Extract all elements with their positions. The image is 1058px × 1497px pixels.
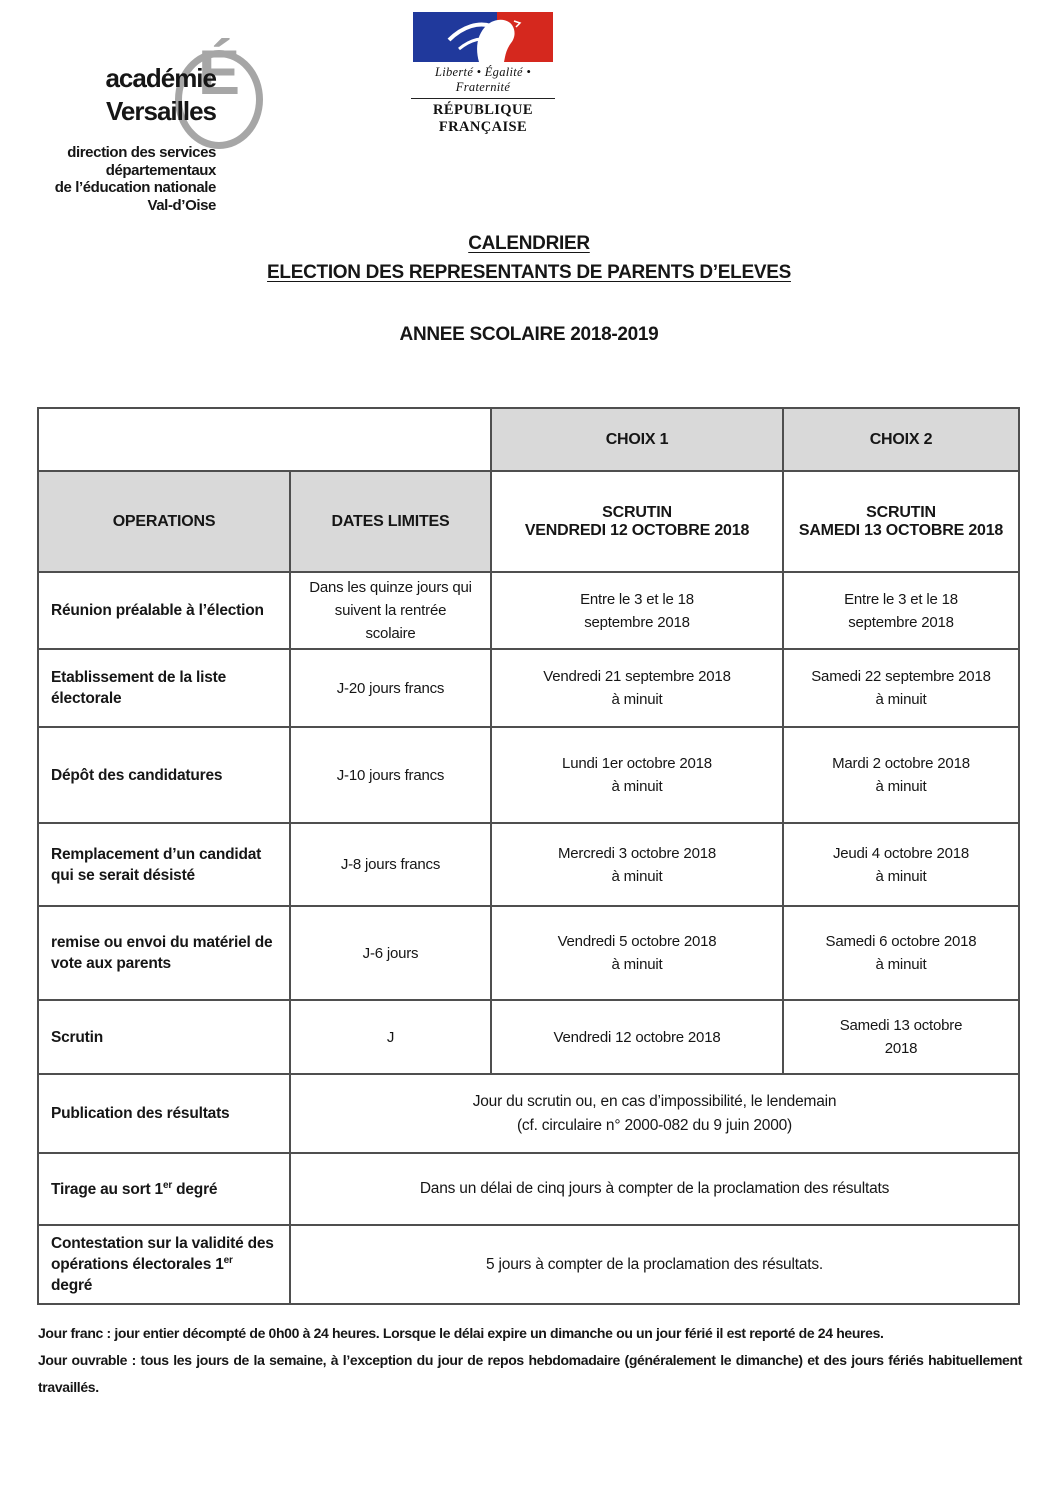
- choix2-cell: Mardi 2 octobre 2018 à minuit: [783, 727, 1019, 823]
- table-row-publication-resultats: [38, 1074, 1019, 1153]
- election-calendar-table: [37, 407, 1020, 1305]
- dates-cell: J-8 jours francs: [290, 823, 491, 906]
- choix1-cell: Vendredi 12 octobre 2018: [491, 1000, 783, 1074]
- operation-text: Contestation sur la validité des opérations électorales 1: [51, 1235, 274, 1273]
- academy-name-line2: Versailles: [106, 96, 216, 126]
- operation-cell: Scrutin: [38, 1000, 290, 1074]
- academy-dept-line: Val-d’Oise: [147, 196, 216, 214]
- republique-francaise-logo: [411, 12, 555, 136]
- choix1-cell: Vendredi 21 septembre 2018 à minuit: [491, 649, 783, 727]
- superscript-er: er: [223, 1254, 233, 1266]
- operation-text: degré: [51, 1277, 93, 1294]
- table-row-remplacement-candidat: [38, 823, 1019, 906]
- academy-dept-line: direction des services: [67, 144, 216, 161]
- operation-cell: Dépôt des candidatures: [38, 727, 290, 823]
- table-row-reunion: [38, 572, 1019, 649]
- table-row-remise-materiel: [38, 906, 1019, 1000]
- title-line2: ELECTION DES REPRESENTANTS DE PARENTS D’ELEVES: [267, 262, 791, 283]
- superscript-er: er: [162, 1179, 173, 1191]
- academy-dept-line: départementaux: [105, 161, 216, 179]
- header-scrutin-choix1: SCRUTIN VENDREDI 12 OCTOBRE 2018: [491, 471, 783, 572]
- choix2-cell: Samedi 13 octobre 2018: [783, 1000, 1019, 1074]
- dates-cell: J-20 jours francs: [290, 649, 491, 727]
- header-choix1: CHOIX 1: [491, 408, 783, 471]
- choix2-cell: Entre le 3 et le 18 septembre 2018: [783, 572, 1019, 649]
- table-row-scrutin: [38, 1000, 1019, 1074]
- table-row-tirage-au-sort: [38, 1153, 1019, 1225]
- republic-motto: Liberté • Égalité • Fraternité: [411, 65, 555, 99]
- operation-text: Tirage au sort 1: [51, 1180, 163, 1198]
- operation-cell: [38, 1153, 290, 1225]
- operation-cell: Publication des résultats: [38, 1074, 290, 1153]
- operation-text: degré: [172, 1180, 218, 1198]
- operation-cell: Réunion préalable à l’élection: [38, 572, 290, 649]
- merged-cell: 5 jours à compter de la proclamation des résultats.: [290, 1225, 1019, 1304]
- republic-name: RÉPUBLIQUE FRANÇAISE: [433, 102, 533, 135]
- academy-name-line1: académie: [105, 63, 216, 93]
- header-scrutin-choix2: SCRUTIN SAMEDI 13 OCTOBRE 2018: [783, 471, 1019, 572]
- operation-cell: Etablissement de la liste électorale: [38, 649, 290, 727]
- footnotes: [38, 1320, 1022, 1401]
- election-calendar-table-wrap: [37, 407, 1020, 1305]
- title-line1: CALENDRIER: [468, 233, 590, 254]
- footnote-jour-franc: Jour franc : jour entier décompté de 0h00 à 24 heures. Lorsque le délai expire un dimanche ou un jour férié il est reporté de 24 heures.: [38, 1325, 884, 1341]
- choix1-cell: Mercredi 3 octobre 2018 à minuit: [491, 823, 783, 906]
- choix2-cell: Jeudi 4 octobre 2018 à minuit: [783, 823, 1019, 906]
- academy-emblem-letter: É: [197, 38, 241, 108]
- table-row-liste-electorale: [38, 649, 1019, 727]
- operation-cell: [38, 1225, 290, 1304]
- academy-name: [38, 62, 216, 128]
- choix1-cell: Entre le 3 et le 18 septembre 2018: [491, 572, 783, 649]
- header-choix2: CHOIX 2: [783, 408, 1019, 471]
- operation-cell: remise ou envoi du matériel de vote aux parents: [38, 906, 290, 1000]
- academy-department-lines: [38, 144, 216, 214]
- document-title: [0, 229, 1058, 287]
- table-row-contestation: [38, 1225, 1019, 1304]
- operation-cell: Remplacement d’un candidat qui se serait désisté: [38, 823, 290, 906]
- choix1-cell: Vendredi 5 octobre 2018 à minuit: [491, 906, 783, 1000]
- choix2-cell: Samedi 22 septembre 2018 à minuit: [783, 649, 1019, 727]
- merged-cell: Jour du scrutin ou, en cas d’impossibilité, le lendemain (cf. circulaire n° 2000-082 du 9 juin 2000): [290, 1074, 1019, 1153]
- academy-dept-line: de l’éducation nationale: [54, 179, 216, 196]
- header-dates-limites: DATES LIMITES: [290, 471, 491, 572]
- footnote-jour-ouvrable: Jour ouvrable : tous les jours de la semaine, à l’exception du jour de repos hebdomadaire (généralement le dimanche) et des jours fériés habituellement travaillés.: [38, 1352, 1022, 1395]
- dates-cell: Dans les quinze jours qui suivent la rentrée scolaire: [290, 572, 491, 649]
- header-operations: OPERATIONS: [38, 471, 290, 572]
- dates-cell: J-6 jours: [290, 906, 491, 1000]
- choix1-cell: Lundi 1er octobre 2018 à minuit: [491, 727, 783, 823]
- school-year-title: ANNEE SCOLAIRE 2018-2019: [399, 324, 659, 345]
- marianne-flag-icon: [413, 12, 553, 62]
- academy-versailles-logo: [38, 28, 263, 223]
- choix2-cell: Samedi 6 octobre 2018 à minuit: [783, 906, 1019, 1000]
- merged-cell: Dans un délai de cinq jours à compter de la proclamation des résultats: [290, 1153, 1019, 1225]
- table-blank-corner: [38, 408, 491, 471]
- table-row-depot-candidatures: [38, 727, 1019, 823]
- dates-cell: J-10 jours francs: [290, 727, 491, 823]
- dates-cell: J: [290, 1000, 491, 1074]
